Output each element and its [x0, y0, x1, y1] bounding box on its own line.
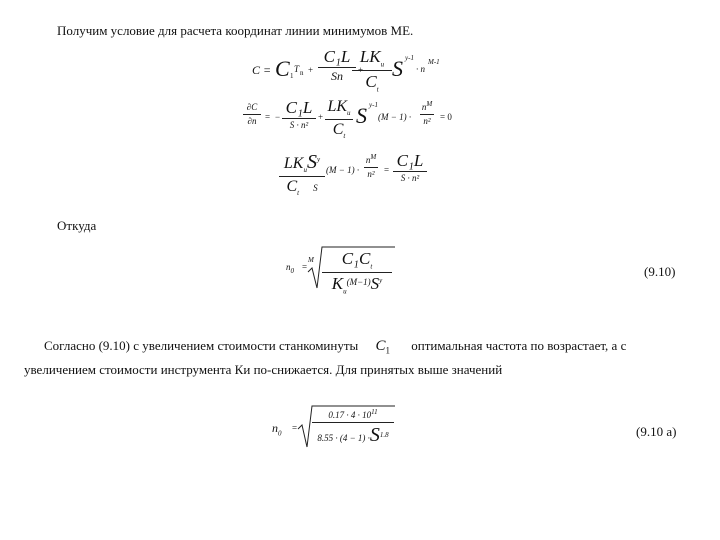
- f4-eq: =: [302, 262, 308, 272]
- f1-frac1-num: C₁L: [323, 47, 351, 66]
- f3-frac1-denS: S: [313, 183, 318, 194]
- f5-fraction: [312, 409, 394, 445]
- f2-rhs: = 0: [440, 112, 452, 122]
- f3-frac2-den: n²: [367, 169, 375, 179]
- f5-lhs-n: n: [272, 421, 278, 435]
- f4-den-K: K: [331, 274, 344, 294]
- equation-number-9-10: (9.10): [644, 264, 676, 279]
- f3-frac3-den: S · n²: [400, 173, 420, 183]
- f1-T: T: [294, 64, 300, 74]
- f1-plus2: +: [358, 65, 364, 75]
- f3-frac1-densub: t: [297, 189, 300, 198]
- f4-fraction: [322, 250, 392, 296]
- f3-frac1: [279, 152, 325, 197]
- otkuda-text: Откуда: [57, 218, 97, 233]
- f4-num: C₁C: [341, 249, 371, 268]
- f5-den-S-exp: 1.8: [379, 431, 389, 439]
- f4-root-index: M: [308, 256, 314, 264]
- f1-S-exp: y-1: [405, 54, 414, 62]
- f2-frac2-num: LK: [327, 98, 348, 115]
- f1-lhs: C =: [252, 63, 272, 77]
- f2-frac2-numsub: u: [347, 109, 351, 118]
- f2-lhs-num: ∂C: [246, 102, 258, 112]
- f2-S-exp: y-1: [369, 101, 378, 109]
- f1-frac2: [352, 48, 392, 94]
- f3-frac1-numsub: u: [303, 166, 307, 175]
- f2-frac1-den: S · n²: [289, 120, 309, 130]
- f1-frac1: [318, 48, 356, 82]
- f4-den-mid: (M−1): [346, 277, 371, 288]
- f1-frac2-numsub: u: [380, 60, 385, 69]
- f3-frac1-numSexp: y: [316, 155, 321, 164]
- f5-eq: =: [292, 423, 298, 433]
- f5-num-exp: 11: [371, 408, 378, 416]
- f2-frac3: [420, 101, 434, 126]
- c1-symbol: C: [375, 338, 386, 354]
- f1-c1: C: [275, 56, 290, 81]
- f1-S: S: [392, 56, 403, 81]
- f1-c1-sub: 1: [290, 72, 294, 80]
- f2-S: S: [356, 103, 367, 128]
- f3-frac3-num: C₁L: [396, 151, 424, 170]
- paragraph-line-1b: оптимальная частота по возрастает, а с: [411, 338, 627, 353]
- f3-frac2: [364, 154, 378, 179]
- f2-frac1-num: C₁L: [285, 98, 313, 117]
- f3-frac1-numS: S: [306, 151, 317, 173]
- f5-den-S: S: [369, 424, 380, 446]
- f2-lhs: [243, 103, 261, 126]
- f1-T-sub: n: [300, 69, 304, 77]
- f2-plus: +: [318, 112, 324, 122]
- f2-frac3-numexp: M: [426, 100, 433, 108]
- c1-sub: 1: [385, 345, 391, 356]
- f3-frac2-num: n: [365, 155, 371, 165]
- f2-mid: (M − 1) ·: [378, 112, 412, 122]
- f4-num-sub: t: [370, 262, 373, 271]
- f2-eq: =: [265, 112, 271, 122]
- f2-frac2-densub: t: [343, 132, 346, 141]
- f2-frac3-den: n²: [423, 116, 431, 126]
- f3-frac1-num: LK: [283, 155, 304, 172]
- f2-minus: −: [275, 112, 281, 122]
- f2-lhs-den: ∂n: [247, 116, 257, 126]
- f2-frac1: [282, 99, 316, 130]
- f4-den-S-exp: y: [379, 276, 383, 285]
- f4-lhs-sub: 0: [290, 266, 294, 275]
- f1-tail-exp: M-1: [428, 58, 440, 66]
- f1-frac2-densub: t: [376, 85, 379, 94]
- f4-lhs: [286, 262, 294, 275]
- f1-frac2-den: C: [365, 72, 377, 92]
- f2-frac3-num: n: [421, 102, 427, 112]
- intro-text: Получим условие для расчета координат линии минимумов МЕ.: [57, 23, 414, 38]
- f1-plus1: +: [308, 65, 314, 75]
- equation-number-9-10a: (9.10 а): [636, 424, 677, 439]
- f1-frac1-den: Sn: [331, 69, 343, 83]
- f3-frac2-numexp: M: [370, 153, 377, 161]
- f5-lhs: [272, 421, 282, 437]
- f5-lhs-sub: 0: [278, 429, 282, 438]
- f1-frac2-num: LK: [359, 47, 381, 66]
- f4-den-K-sub: u: [343, 287, 347, 296]
- paragraph-line-2: увеличением стоимости инструмента Ки по-снижается. Для принятых выше значений: [24, 362, 503, 377]
- f1-tail: · n: [416, 64, 425, 74]
- f3-mid: (M − 1) ·: [326, 165, 360, 175]
- paragraph-line-1a: Согласно (9.10) с увеличением стоимости станкоминуты: [44, 338, 359, 353]
- f2-frac2: [325, 99, 353, 140]
- paragraph-line-1: [44, 338, 626, 359]
- f2-frac2-den: C: [332, 121, 344, 139]
- f5-den: 8.55 · (4 − 1) ·: [317, 433, 370, 443]
- f3-frac3: [393, 152, 427, 183]
- f4-den-S: S: [370, 274, 380, 294]
- f5-num: 0.17 · 4 · 10: [328, 410, 372, 420]
- f3-eq: =: [384, 165, 390, 175]
- f3-frac1-den: C: [286, 178, 298, 196]
- f4-lhs-n: n: [286, 262, 291, 272]
